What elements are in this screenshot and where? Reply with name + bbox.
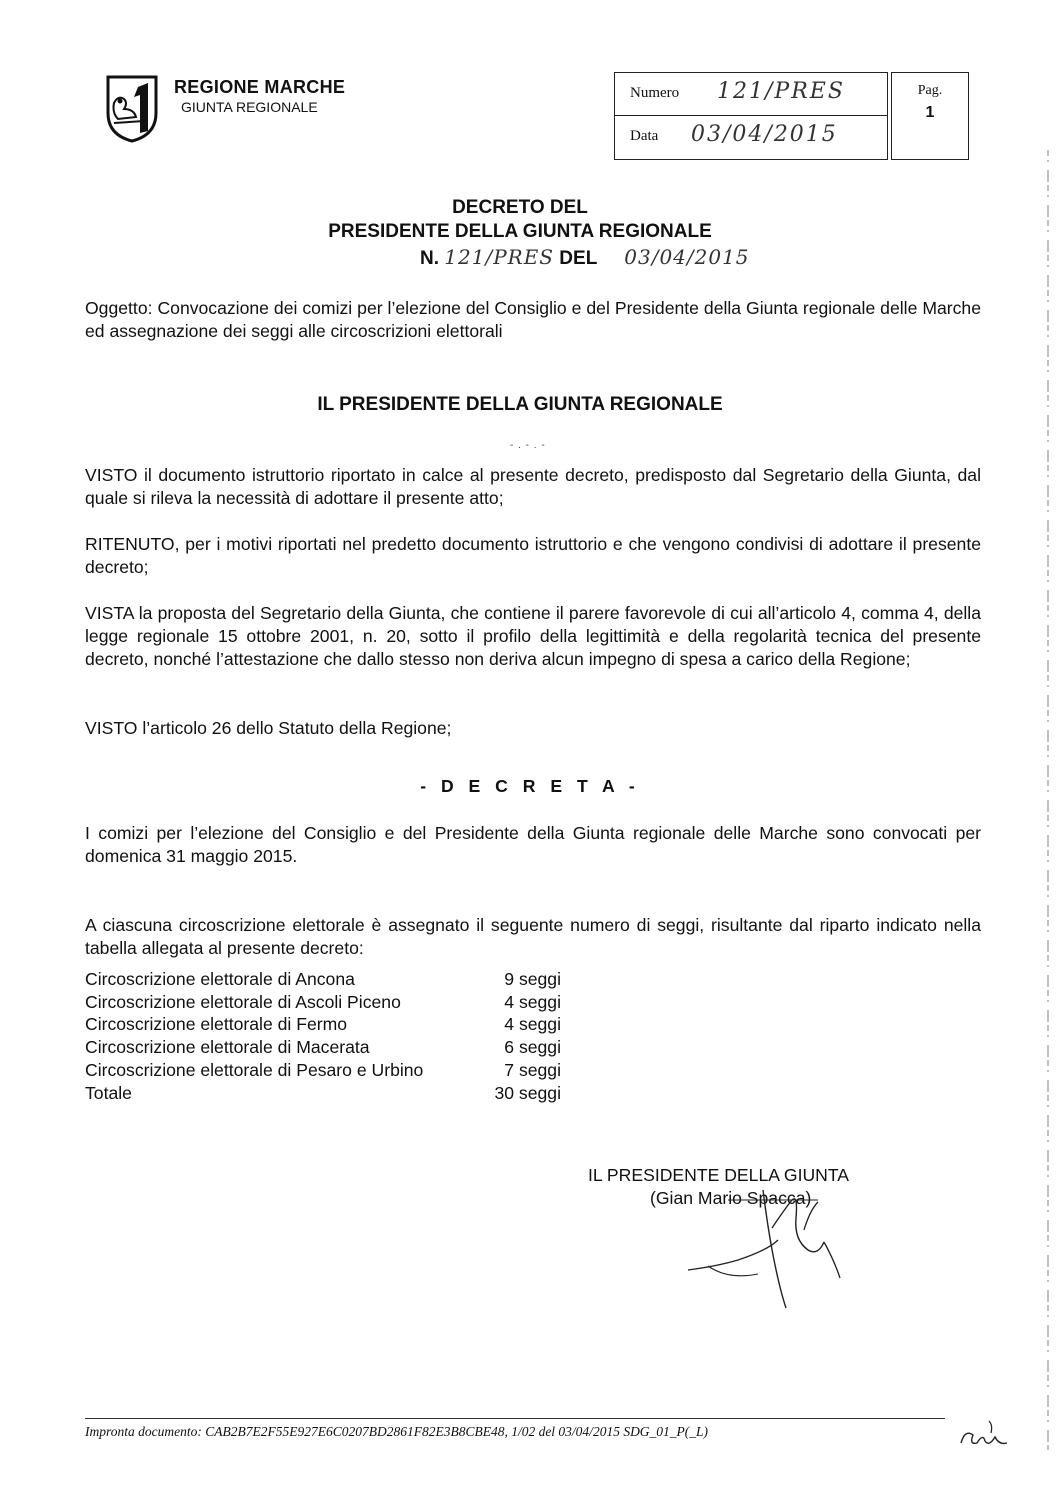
seat-total-value: 30 seggi: [494, 1082, 561, 1103]
decreta-heading: - D E C R E T A -: [420, 776, 640, 796]
seat-name: Circoscrizione elettorale di Ancona: [85, 969, 355, 989]
scan-edge-artifact: [1044, 150, 1052, 1450]
seats-table: [85, 968, 561, 1104]
page-number: 1: [925, 104, 935, 121]
page-box: [891, 72, 969, 160]
seat-name: Circoscrizione elettorale di Pesaro e Urbino: [85, 1059, 424, 1080]
org-subtitle: GIUNTA REGIONALE: [181, 99, 318, 115]
seat-name: Circoscrizione elettorale di Ascoli Piceno: [85, 991, 401, 1012]
handwritten-initials: [955, 1415, 1015, 1451]
dispositivo-comizi: I comizi per l’elezione del Consiglio e del Presidente della Giunta regionale delle Marche sono convocati per domenica 31 maggio 2015.: [85, 823, 981, 866]
numero-value: 121/PRES: [717, 79, 845, 104]
premessa-ritenuto: RITENUTO, per i motivi riportati nel predetto documento istruttorio e che vengono condivisi di adottare il presente decreto;: [85, 534, 981, 577]
document-fingerprint: Impronta documento: CAB2B7E2F55E927E6C0207BD2861F82E3B8CBE48, 1/02 del 03/04/2015 SDG_01_P(_L): [85, 1424, 709, 1439]
data-row: [615, 116, 887, 158]
registration-box: [614, 72, 888, 160]
premessa-statuto: VISTO l’articolo 26 dello Statuto della Regione;: [85, 718, 452, 738]
table-row: [85, 1036, 561, 1059]
footer-divider: [85, 1418, 945, 1419]
seat-name: Circoscrizione elettorale di Macerata: [85, 1037, 370, 1058]
table-row: [85, 968, 561, 991]
table-row: [85, 1013, 561, 1036]
premessa-vista: VISTA la proposta del Segretario della Giunta, che contiene il parere favorevole di cui all’articolo 4, comma 4, della legge regionale 15 ottobre 2001, n. 20, sotto il profilo della legittimità e della regolarità tecnica del presente decreto, nonché l’attestazione che dallo stesso non deriva alcun impegno di spesa a carico della Regione;: [85, 603, 981, 669]
seat-value: 6 seggi: [504, 1037, 561, 1058]
number-label: N.: [420, 248, 439, 269]
regione-marche-logo: [104, 73, 160, 143]
section-heading: IL PRESIDENTE DELLA GIUNTA REGIONALE: [317, 394, 723, 415]
numero-row: [615, 73, 887, 116]
seat-value: 4 seggi: [504, 991, 561, 1012]
table-row: [85, 1082, 561, 1105]
table-row: [85, 1059, 561, 1082]
signatory-title: IL PRESIDENTE DELLA GIUNTA: [588, 1165, 850, 1185]
dispositivo-seggi: A ciascuna circoscrizione elettorale è assegnato il seguente numero di seggi, risultante dal riparto indicato nella tabella allegata al presente decreto:: [85, 915, 981, 958]
decree-date: 03/04/2015: [624, 245, 750, 269]
data-label: Data: [630, 128, 659, 144]
decree-number-line: [420, 245, 750, 270]
decree-title: DECRETO DEL: [452, 197, 588, 218]
premessa-visto: VISTO il documento istruttorio riportato in calce al presente decreto, predisposto dal Segretario della Giunta, dal quale si rileva la necessità di adottare il presente atto;: [85, 465, 981, 508]
separator: - . - . -: [510, 440, 546, 451]
signatory-name: (Gian Mario Spacca): [650, 1188, 812, 1208]
decree-subtitle: PRESIDENTE DELLA GIUNTA REGIONALE: [328, 221, 712, 242]
seat-value: 9 seggi: [504, 969, 561, 989]
seat-value: 4 seggi: [504, 1014, 561, 1035]
seat-value: 7 seggi: [504, 1059, 561, 1080]
org-name: REGIONE MARCHE: [174, 77, 346, 97]
decree-number: 121/PRES: [444, 245, 555, 269]
handwritten-signature: [668, 1170, 858, 1320]
table-row: [85, 991, 561, 1014]
subject: Oggetto: Convocazione dei comizi per l’elezione del Consiglio e del Presidente della Giunta regionale delle Marche ed assegnazione dei seggi alle circoscrizioni elettorali: [85, 298, 981, 341]
del-label: DEL: [559, 248, 597, 269]
seat-total-label: Totale: [85, 1082, 132, 1103]
seat-name: Circoscrizione elettorale di Fermo: [85, 1014, 348, 1035]
page-label: Pag.: [917, 83, 943, 98]
data-value: 03/04/2015: [691, 122, 838, 147]
numero-label: Numero: [630, 85, 680, 101]
